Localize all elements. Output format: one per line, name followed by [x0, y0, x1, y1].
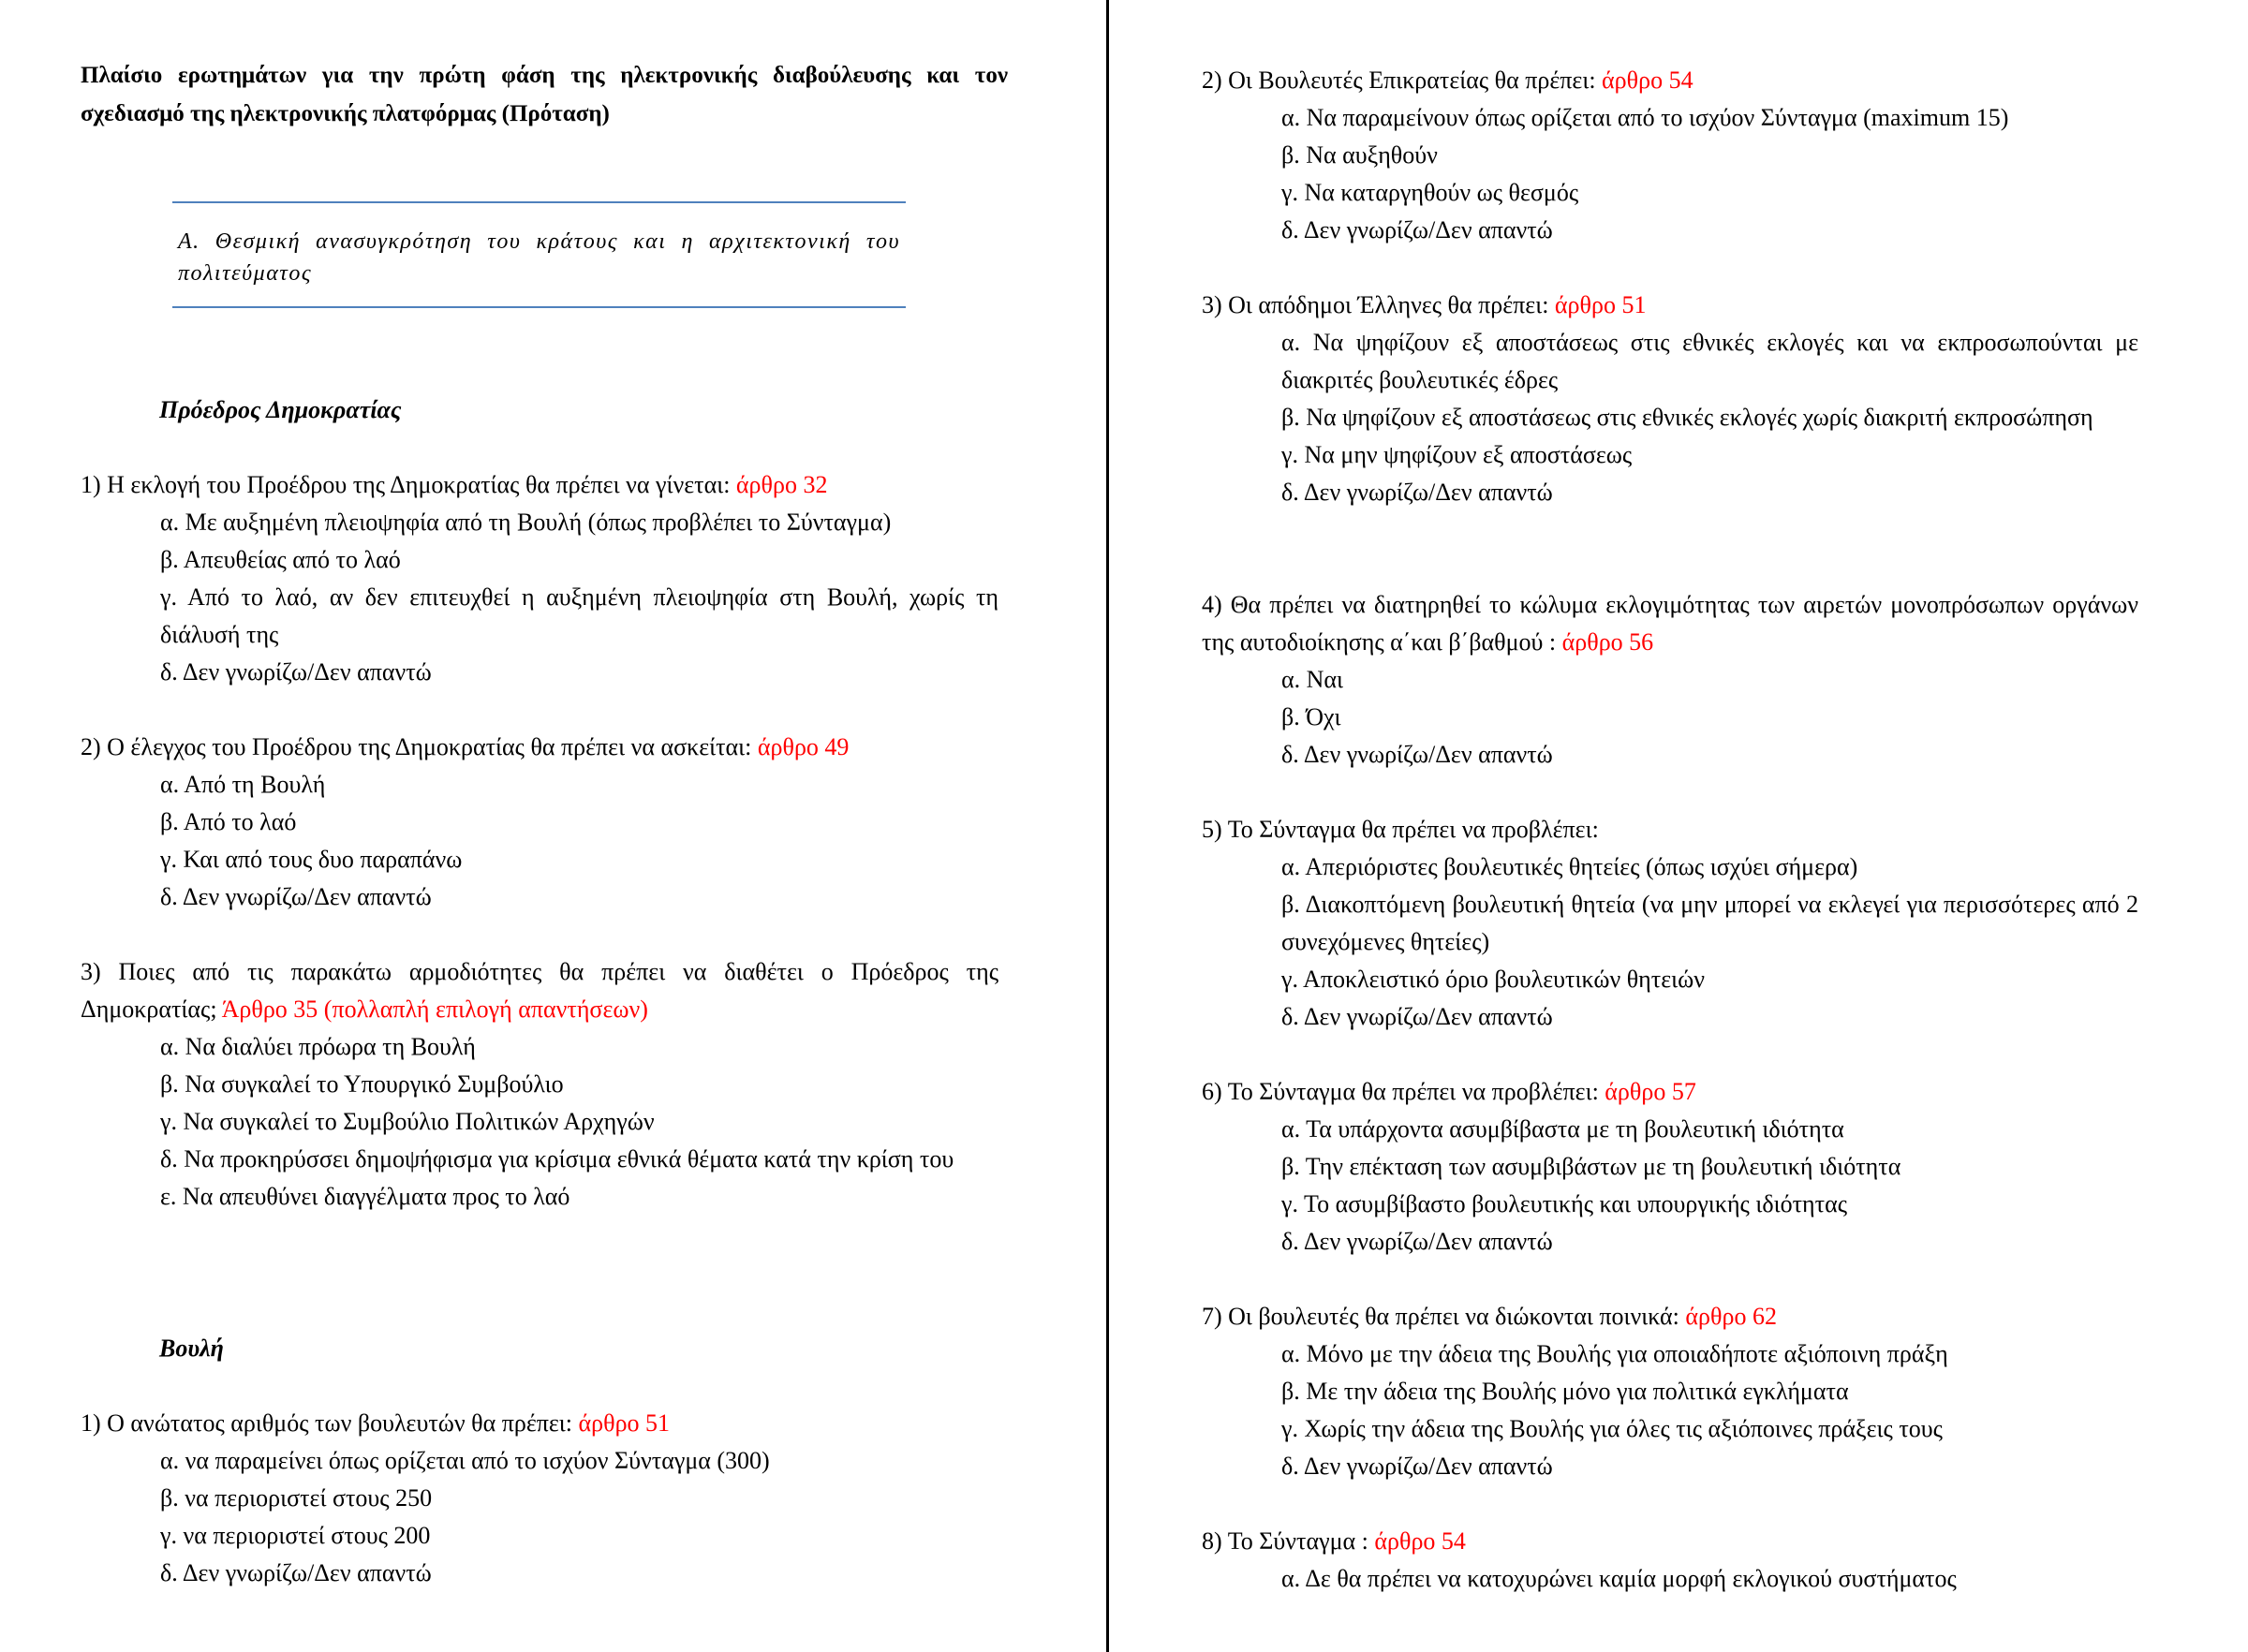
answer-option: α. Με αυξημένη πλειοψηφία από τη Βουλή (όπως προβλέπει το Σύνταγμα) — [160, 509, 892, 536]
answer-option: γ. Αποκλειστικό όριο βουλευτικών θητειών — [1281, 966, 1706, 993]
question-block — [1202, 1523, 2138, 1598]
question-label: 1) Η εκλογή του Προέδρου της Δημοκρατίας θα πρέπει να γίνεται: — [81, 471, 731, 498]
answer-option: β. Διακοπτόμενη βουλευτική θητεία (να μην μπορεί να εκλεγεί για περισσότερες από 2 συνεχόμενες θητείες) — [1281, 891, 2138, 955]
document-page-left — [0, 0, 1106, 1652]
answer-option: α. να παραμείνει όπως ορίζεται από το ισχύον Σύνταγμα (300) — [160, 1447, 770, 1474]
answer-option: α. Τα υπάρχοντα ασυμβίβαστα με τη βουλευτική ιδιότητα — [1281, 1115, 1844, 1143]
answer-option: β. Όχι — [1281, 703, 1341, 730]
question-block — [1202, 287, 2138, 511]
answer-option: δ. Δεν γνωρίζω/Δεν απαντώ — [1281, 1003, 1553, 1030]
question-text — [1202, 1073, 2138, 1111]
answer-option: α. Ναι — [1281, 666, 1344, 693]
article-reference: άρθρο 49 — [757, 733, 850, 760]
question-text — [1202, 1523, 2138, 1560]
question-label: 3) Ποιες από τις παρακάτω αρμοδιότητες θα πρέπει να διαθέτει ο Πρόεδρος της Δημοκρατίας; — [81, 958, 998, 1023]
subsection-heading-parliament: Βουλή — [159, 1335, 224, 1362]
article-reference: άρθρο 57 — [1605, 1078, 1696, 1105]
document-page-right — [1110, 0, 2248, 1652]
question-text — [1202, 287, 2138, 324]
answer-option: α. Μόνο με την άδεια της Βουλής για οποιαδήποτε αξιόποινη πράξη — [1281, 1340, 1948, 1367]
subsection-heading-president: Πρόεδρος Δημοκρατίας — [159, 396, 402, 423]
answer-option: δ. Δεν γνωρίζω/Δεν απαντώ — [1281, 1453, 1553, 1480]
answer-option: α. Απεριόριστες βουλευτικές θητείες (όπως ισχύει σήμερα) — [1281, 853, 1858, 880]
answer-option: δ. Δεν γνωρίζω/Δεν απαντώ — [1281, 479, 1553, 506]
page-divider — [1106, 0, 1109, 1652]
question-block — [1202, 811, 2138, 1036]
answer-option: γ. Χωρίς την άδεια της Βουλής για όλες τις αξιόποινες πράξεις τους — [1281, 1415, 1943, 1442]
answer-option: γ. Να μην ψηφίζουν εξ αποστάσεως — [1281, 441, 1633, 468]
question-label: 2) Ο έλεγχος του Προέδρου της Δημοκρατίας θα πρέπει να ασκείται: — [81, 733, 752, 760]
answer-option: β. να περιοριστεί στους 250 — [160, 1484, 433, 1512]
question-block — [1202, 1073, 2138, 1261]
answer-option: β. Απευθείας από το λαό — [160, 546, 401, 573]
answer-option: β. Με την άδεια της Βουλής μόνο για πολιτικά εγκλήματα — [1281, 1378, 1849, 1405]
question-text — [81, 1405, 998, 1442]
question-block — [81, 1405, 998, 1592]
answer-option: δ. Δεν γνωρίζω/Δεν απαντώ — [1281, 741, 1553, 768]
answer-option: δ. Δεν γνωρίζω/Δεν απαντώ — [160, 1559, 432, 1586]
article-reference: Άρθρο 35 (πολλαπλή επιλογή απαντήσεων) — [221, 996, 648, 1023]
answer-option: ε. Να απευθύνει διαγγέλματα προς το λαό — [160, 1183, 570, 1210]
question-text — [81, 466, 998, 504]
question-text — [1202, 62, 2138, 99]
question-label: 3) Οι απόδημοι Έλληνες θα πρέπει: — [1202, 291, 1549, 318]
answer-option: β. Από το λαό — [160, 808, 297, 835]
question-label: 2) Οι Βουλευτές Επικρατείας θα πρέπει: — [1202, 66, 1596, 94]
document-title: Πλαίσιο ερωτημάτων για την πρώτη φάση της ηλεκτρονικής διαβούλευσης και τον σχεδιασμό της ηλεκτρονικής πλατφόρμας (Πρόταση) — [81, 63, 1008, 126]
question-text — [1202, 1298, 2138, 1335]
article-reference: άρθρο 51 — [578, 1409, 671, 1437]
answer-option: δ. Δεν γνωρίζω/Δεν απαντώ — [160, 658, 432, 686]
answer-option: γ. να περιοριστεί στους 200 — [160, 1522, 431, 1549]
answer-option: δ. Δεν γνωρίζω/Δεν απαντώ — [1281, 1228, 1553, 1255]
answer-option: β. Να συγκαλεί το Υπουργικό Συμβούλιο — [160, 1070, 564, 1098]
answer-option: γ. Από το λαό, αν δεν επιτευχθεί η αυξημένη πλειοψηφία στη Βουλή, χωρίς τη διάλυσή της — [160, 583, 998, 648]
answer-option: α. Να ψηφίζουν εξ αποστάσεως στις εθνικές εκλογές και να εκπροσωπούνται με διακριτές βουλευτικές έδρες — [1281, 329, 2138, 393]
question-label: 7) Οι βουλευτές θα πρέπει να διώκονται ποινικά: — [1202, 1303, 1679, 1330]
answer-option: γ. Να καταργηθούν ως θεσμός — [1281, 179, 1579, 206]
answer-option: α. Να διαλύει πρόωρα τη Βουλή — [160, 1033, 476, 1060]
question-block — [81, 466, 998, 691]
answer-option: δ. Να προκηρύσσει δημοψήφισμα για κρίσιμα εθνικά θέματα κατά την κρίση του — [160, 1145, 954, 1173]
answer-option: β. Την επέκταση των ασυμβιβάστων με τη βουλευτική ιδιότητα — [1281, 1153, 1901, 1180]
answer-option: δ. Δεν γνωρίζω/Δεν απαντώ — [160, 883, 432, 910]
answer-option: γ. Και από τους δυο παραπάνω — [160, 846, 463, 873]
article-reference: άρθρο 54 — [1374, 1527, 1466, 1555]
question-block — [81, 729, 998, 916]
answer-option: β. Να αυξηθούν — [1281, 141, 1438, 169]
answer-option: β. Να ψηφίζουν εξ αποστάσεως στις εθνικές εκλογές χωρίς διακριτή εκπροσώπηση — [1281, 404, 2093, 431]
section-heading-text: Α. Θεσμική ανασυγκρότηση του κράτους και η αρχιτεκτονική του πολιτεύματος — [178, 229, 900, 286]
question-block — [1202, 586, 2138, 774]
question-text — [1202, 586, 2138, 661]
answer-option: γ. Το ασυμβίβαστο βουλευτικής και υπουργικής ιδιότητας — [1281, 1190, 1848, 1217]
question-block — [81, 953, 998, 1216]
question-label: 6) Το Σύνταγμα θα πρέπει να προβλέπει: — [1202, 1078, 1599, 1105]
article-reference: άρθρο 51 — [1554, 291, 1647, 318]
section-heading-box — [172, 201, 906, 308]
question-label: 1) Ο ανώτατος αριθμός των βουλευτών θα πρέπει: — [81, 1409, 573, 1437]
question-block — [1202, 62, 2138, 249]
answer-option: α. Δε θα πρέπει να κατοχυρώνει καμία μορφή εκλογικού συστήματος — [1281, 1565, 1957, 1592]
article-reference: άρθρο 56 — [1561, 628, 1654, 656]
answer-option: α. Να παραμείνουν όπως ορίζεται από το ισχύον Σύνταγμα (maximum 15) — [1281, 104, 2009, 131]
question-text — [1202, 811, 2138, 848]
answer-option: α. Από τη Βουλή — [160, 771, 326, 798]
article-reference: άρθρο 32 — [735, 471, 828, 498]
question-text — [81, 953, 998, 1028]
article-reference: άρθρο 54 — [1602, 66, 1693, 94]
question-text — [81, 729, 998, 766]
answer-option: γ. Να συγκαλεί το Συμβούλιο Πολιτικών Αρχηγών — [160, 1108, 655, 1135]
answer-option: δ. Δεν γνωρίζω/Δεν απαντώ — [1281, 216, 1553, 243]
question-label: 8) Το Σύνταγμα : — [1202, 1527, 1368, 1555]
question-label: 5) Το Σύνταγμα θα πρέπει να προβλέπει: — [1202, 816, 1599, 843]
question-label: 4) Θα πρέπει να διατηρηθεί το κώλυμα εκλογιμότητας των αιρετών μονοπρόσωπων οργάνων της αυτοδιοίκησης α΄και β΄βαθμού : — [1202, 591, 2138, 656]
article-reference: άρθρο 62 — [1685, 1303, 1777, 1330]
question-block — [1202, 1298, 2138, 1485]
